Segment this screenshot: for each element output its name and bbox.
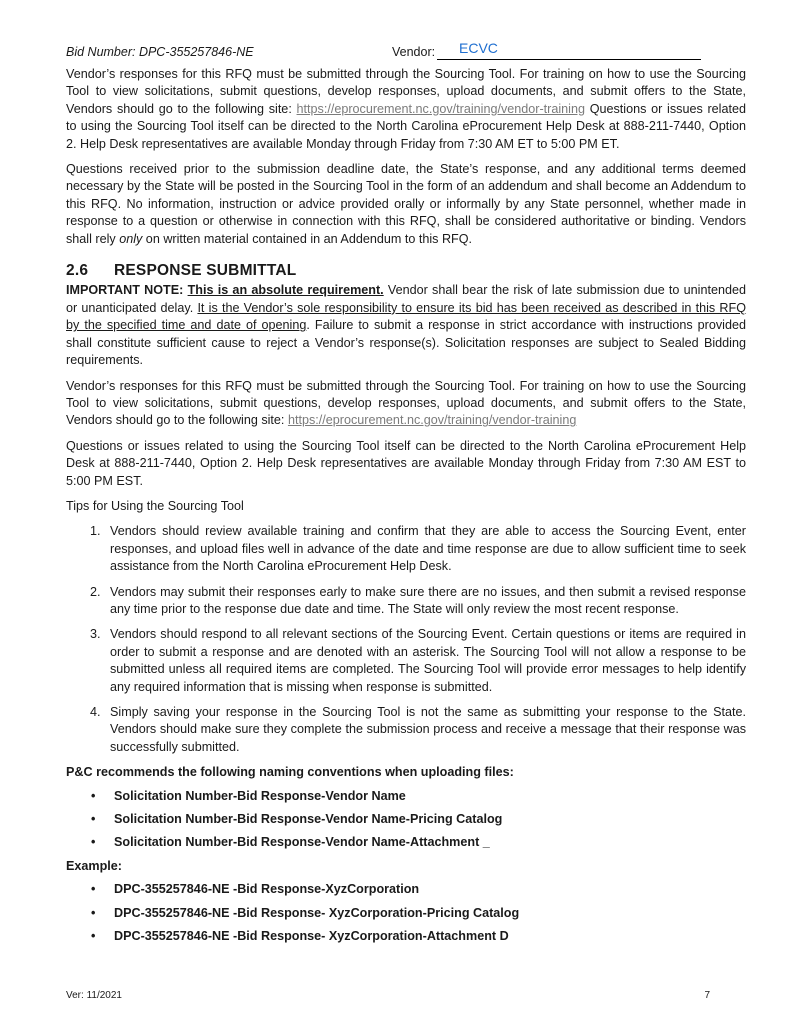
document-page <box>66 0 746 1028</box>
document-body <box>66 66 746 951</box>
bid-number: Bid Number: DPC-355257846-NE <box>66 45 254 59</box>
vendor-training-link[interactable]: https://eprocurement.nc.gov/training/vendor-training <box>296 101 585 116</box>
list-item: • Solicitation Number-Bid Response-Vendor Name-Pricing Catalog <box>114 811 746 828</box>
tips-heading: Tips for Using the Sourcing Tool <box>66 498 244 513</box>
list-item: 1. Vendors should review available training and confirm that they are able to access the Sourcing Event, enter responses, and upload files well in advance of the date and time response are due to allow sufficient time to seek assistance from the North Carolina eProcurement Help Desk. <box>104 523 746 575</box>
section-number: 2.6 <box>66 262 89 280</box>
bullet-icon: • <box>91 905 96 920</box>
list-item: • DPC-355257846-NE -Bid Response- XyzCorporation-Pricing Catalog <box>114 905 746 922</box>
list-item: 2. Vendors may submit their responses early to make sure there are no issues, and then submit a revised response any time prior to the response due date and time. The State will only review the most recent response. <box>104 584 746 619</box>
important-note: IMPORTANT NOTE: This is an absolute requirement. Vendor shall bear the risk of late submission due to unintended or unanticipated delay. It is the Vendor’s sole responsibility to ensure its bid has been received as described in this RFQ by the specified time and date of opening. Failure to submit a response in strict accordance with instructions provided shall constitute sufficient cause to reject a Vendor’s response(s). Solicitation responses are subject to Sealed Bidding requirements. <box>66 283 747 368</box>
tips-list <box>66 523 746 756</box>
intro-paragraph-2: Questions received prior to the submission deadline date, the State’s response, and any additional terms deemed necessary by the State will be posted in the Sourcing Tool in the form of an addendum and shall become an Addendum to this RFQ. No information, instruction or advice provided orally or informally by any State personnel, whether made in response to a question or otherwise in connection with this RFQ, shall be considered authoritative or binding. Vendors shall rely only on written material contained in an Addendum to this RFQ. <box>66 162 746 246</box>
bullet-icon: • <box>91 882 96 897</box>
bullet-icon: • <box>91 812 96 827</box>
vendor-label: Vendor: <box>392 45 436 59</box>
list-item: • Solicitation Number-Bid Response-Vendor Name-Attachment _ <box>114 834 746 851</box>
bullet-icon: • <box>91 788 96 803</box>
naming-heading: P&C recommends the following naming conventions when uploading files: <box>66 765 514 780</box>
vendor-field[interactable] <box>437 41 701 60</box>
naming-list <box>66 788 746 852</box>
submittal-paragraph: Vendor’s responses for this RFQ must be submitted through the Sourcing Tool. For training on how to use the Sourcing Tool to view solicitations, submit questions, develop responses, upload documents, and submit offers to the State, Vendors should go to the following site: https://eprocurement.nc.gov/training/vendor-training <box>66 378 746 428</box>
intro-paragraph-1: Vendor’s responses for this RFQ must be submitted through the Sourcing Tool. For training on how to use the Sourcing Tool to view solicitations, submit questions, develop responses, upload documents, and submit offers to the State, Vendors should go to the following site: https://eprocurement.nc.gov/training/vendor-training Questions or issues related to using the Sourcing Tool itself can be directed to the North Carolina eProcurement Help Desk at 888-211-7440, Option 2. Help Desk representatives are available Monday through Friday from 7:30 AM ET to 5:00 PM ET. <box>66 67 746 151</box>
section-heading <box>66 262 746 279</box>
list-item: • DPC-355257846-NE -Bid Response-XyzCorporation <box>114 881 746 898</box>
list-item: 3. Vendors should respond to all relevant sections of the Sourcing Event. Certain questions or items are required in order to submit a response and are denoted with an asterisk. The Sourcing Tool will not allow a response to be submitted unless all required items are completed. The Sourcing Tool will provide error messages to help identify any required information that is missing when response is submitted. <box>104 626 746 696</box>
list-item: • DPC-355257846-NE -Bid Response- XyzCorporation-Attachment D <box>114 928 746 945</box>
bullet-icon: • <box>91 835 96 850</box>
page-number: 7 <box>704 990 710 1001</box>
vendor-training-link-2[interactable]: https://eprocurement.nc.gov/training/vendor-training <box>287 413 577 428</box>
version-label: Ver: 11/2021 <box>66 990 122 1001</box>
help-desk-paragraph: Questions or issues related to using the Sourcing Tool itself can be directed to the North Carolina eProcurement Help Desk at 888-211-7440, Option 2. Help Desk representatives are available Monday through Friday from 7:30 AM EST to 5:00 PM EST. <box>66 438 746 488</box>
section-title: RESPONSE SUBMITTAL <box>114 262 297 280</box>
bullet-icon: • <box>91 929 96 944</box>
example-list <box>66 881 746 945</box>
example-heading: Example: <box>66 858 122 873</box>
list-item: • Solicitation Number-Bid Response-Vendor Name <box>114 788 746 805</box>
list-item: 4. Simply saving your response in the Sourcing Tool is not the same as submitting your response to the State. Vendors should make sure they complete the submission process and receive a message that their response was successfully submitted. <box>104 704 746 756</box>
vendor-value: ECVC <box>459 40 498 56</box>
page-header <box>66 41 746 61</box>
